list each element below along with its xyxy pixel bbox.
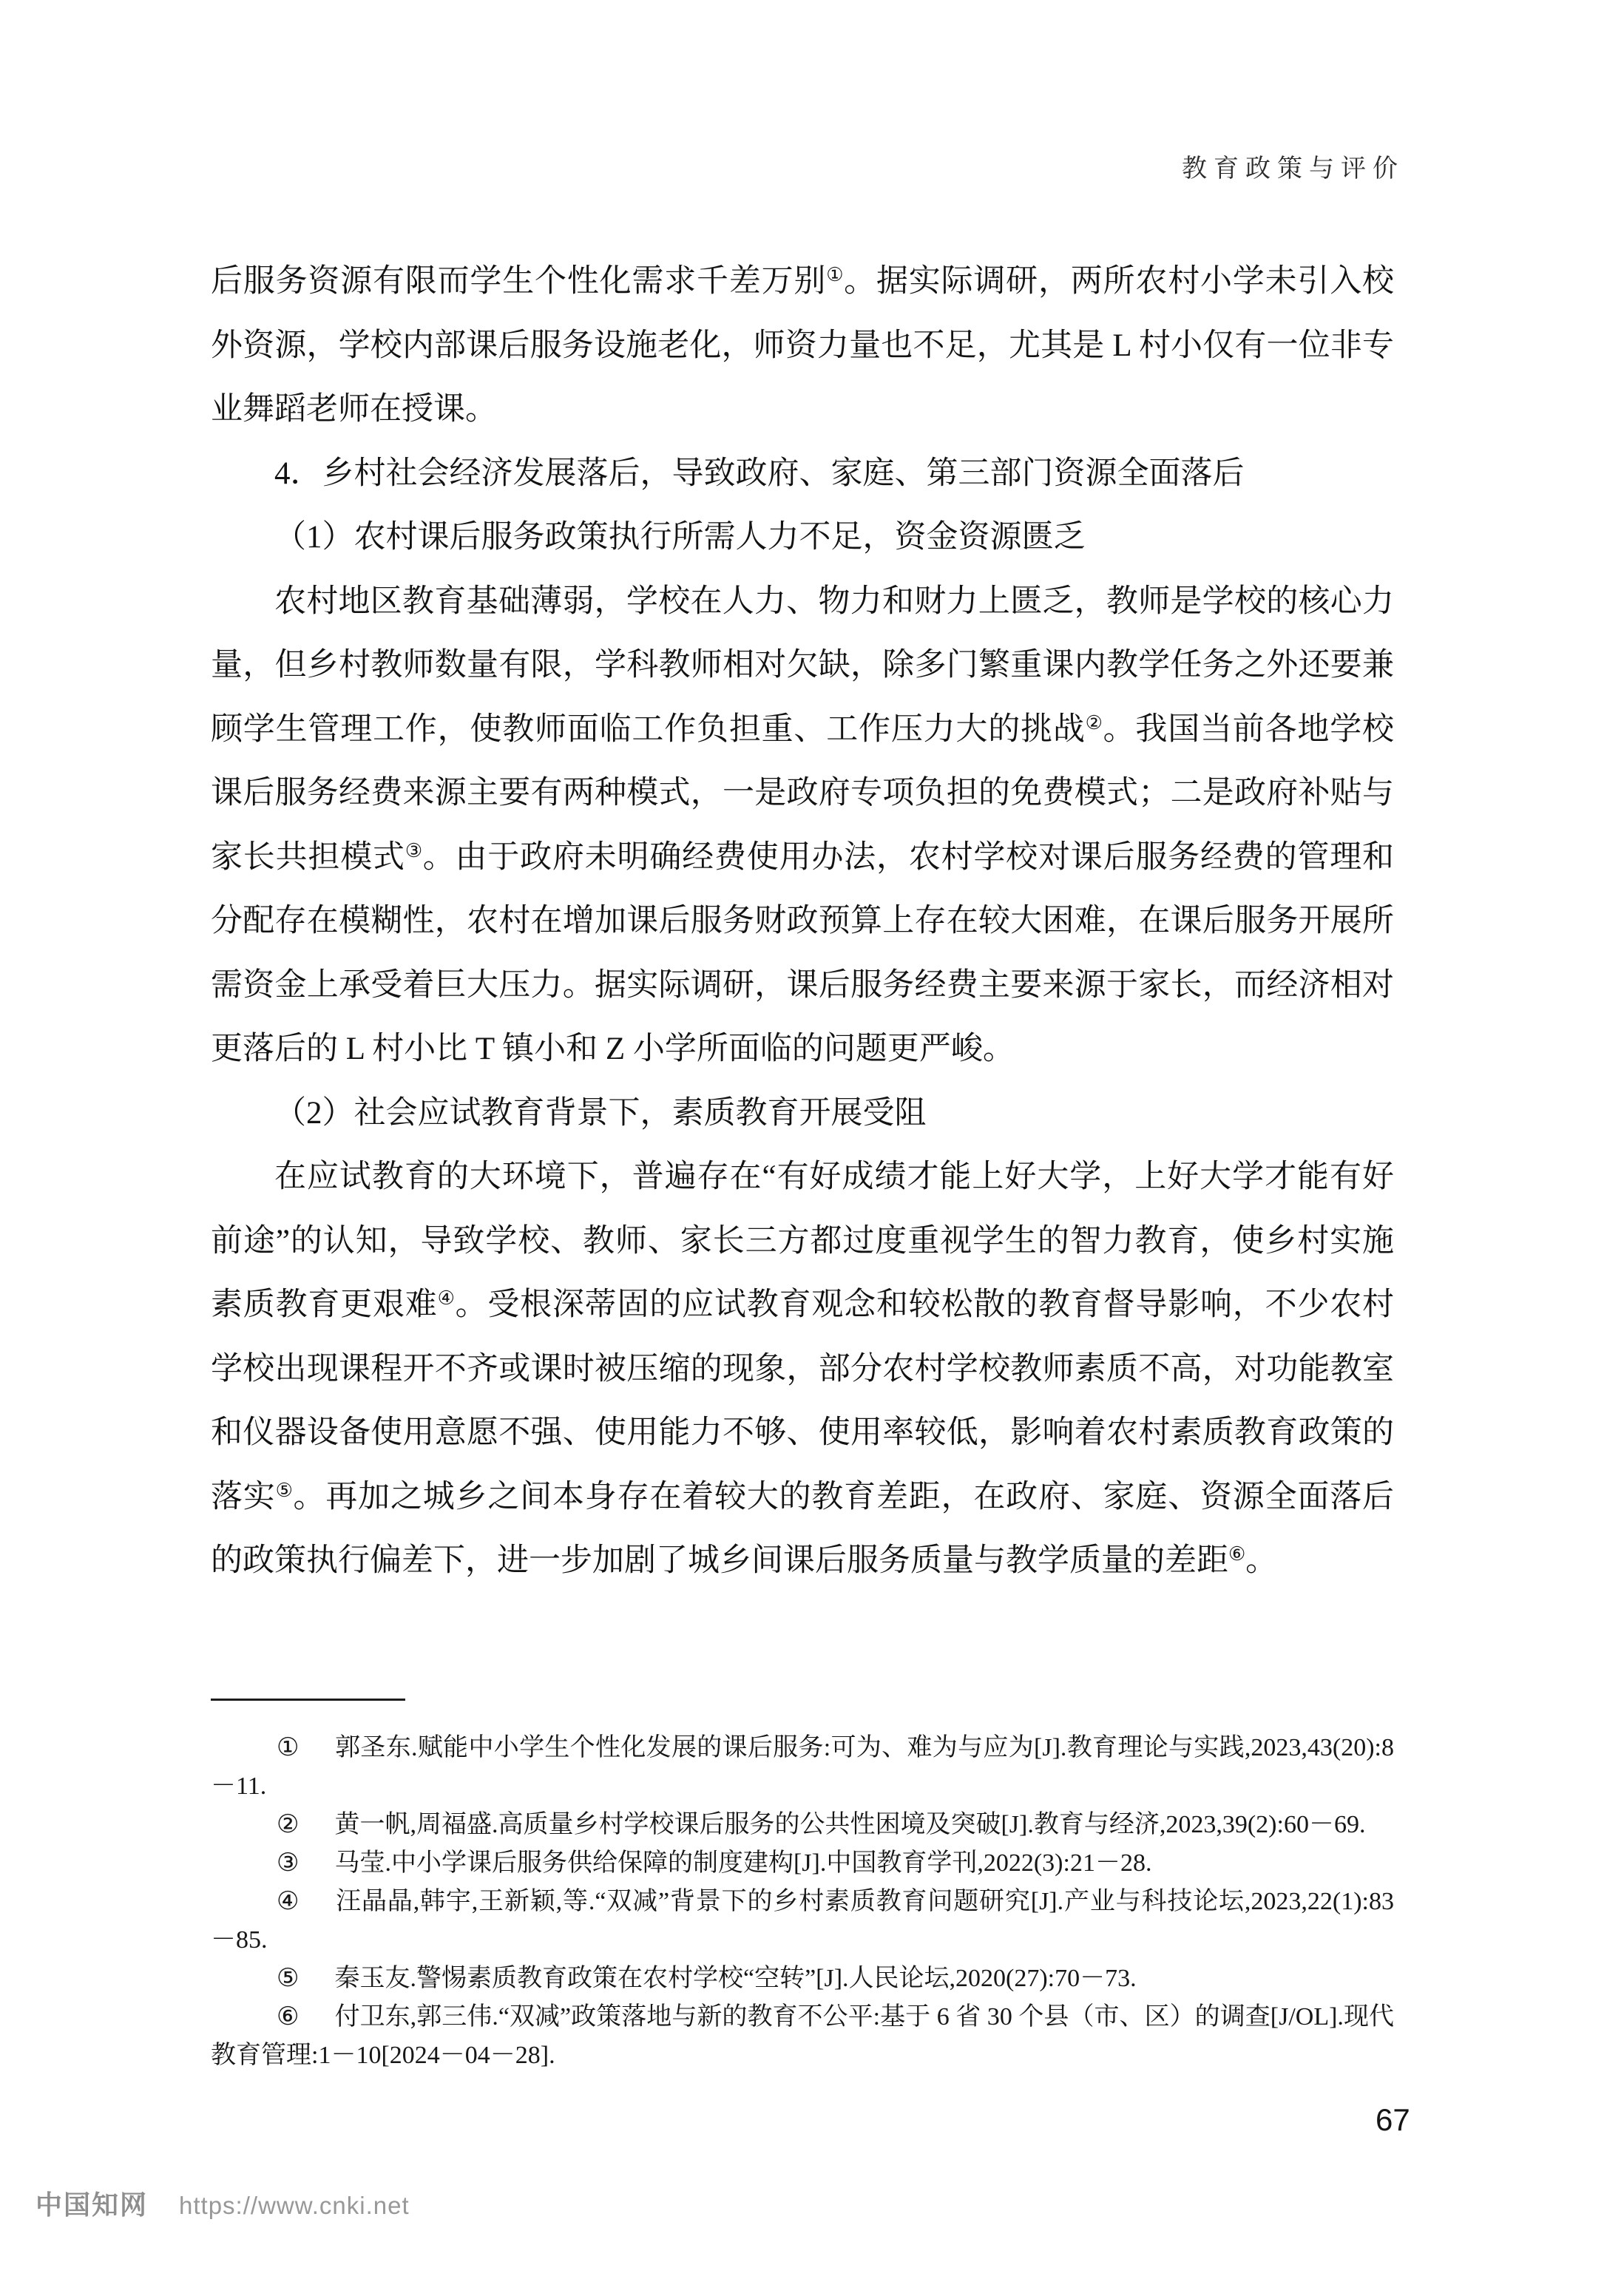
cnki-logo: 中国知网 — [35, 2190, 149, 2220]
body-paragraph: 在应试教育的大环境下，普遍存在“有好成绩才能上好大学，上好大学才能有好前途”的认知，导致学校、教师、家长三方都过度重视学生的智力教育，使乡村实施素质教育更艰难④。受根深蒂固的应试教育观念和较松散的教育督导影响，不少农村学校出现课程开不齐或课时被压缩的现象，部分农村学校教师素质不高，对功能教室和仪器设备使用意愿不强、使用能力不够、使用率较低，影响着农村素质教育政策的落实⑤。再加之城乡之间本身存在着较大的教育差距，在政府、家庭、资源全面落后的政策执行偏差下，进一步加剧了城乡间课后服务质量与教学质量的差距⑥。 — [211, 1159, 1395, 1578]
subsection-heading-1: （1）农村课后服务政策执行所需人力不足，资金资源匮乏 — [274, 520, 1086, 555]
footnote-marker: ⑤ — [277, 1965, 300, 1992]
page-number: 67 — [1376, 2102, 1410, 2137]
body-paragraph: 农村地区教育基础薄弱，学校在人力、物力和财力上匮乏，教师是学校的核心力量，但乡村教师数量有限，学科教师相对欠缺，除多门繁重课内教学任务之外还要兼顾学生管理工作，使教师面临工作负担重、工作压力大的挑战②。我国当前各地学校课后服务经费来源主要有两种模式，一是政府专项负担的免费模式；二是政府补贴与家长共担模式③。由于政府未明确经费使用办法，农村学校对课后服务经费的管理和分配存在模糊性，农村在增加课后服务财政预算上存在较大困难，在课后服务开展所需资金上承受着巨大压力。据实际调研，课后服务经费主要来源于家长，而经济相对更落后的 L 村小比 T 镇小和 Z 小学所面临的问题更严峻。 — [211, 583, 1395, 1066]
body-paragraph-continuation: 后服务资源有限而学生个性化需求千差万别①。据实际调研，两所农村小学未引入校外资源，学校内部课后服务设施老化，师资力量也不足，尤其是 L 村小仅有一位非专业舞蹈老师在授课。 — [211, 263, 1394, 427]
footnote-text: 付卫东,郭三伟.“双减”政策落地与新的教育不公平:基于 6 省 30 个县（市、区）的调查[J/OL].现代教育管理:1－10[2024－04－28]. — [211, 2003, 1394, 2069]
footnote-item — [211, 1729, 1394, 1806]
body-text-block — [211, 250, 1394, 1594]
running-head-section-title: 教育政策与评价 — [1182, 155, 1404, 183]
subsection-heading-2: （2）社会应试教育背景下，素质教育开展受阻 — [274, 1095, 927, 1131]
cnki-url: https://www.cnki.net — [179, 2192, 410, 2219]
footnote-text: 郭圣东.赋能中小学生个性化发展的课后服务:可为、难为与应为[J].教育理论与实践,2023,43(20):8－11. — [211, 1734, 1394, 1800]
footnote-marker: ③ — [277, 1849, 300, 1877]
footnote-item — [211, 1806, 1394, 1844]
footnote-item — [211, 1998, 1394, 2075]
footnote-text: 秦玉友.警惕素质教育政策在农村学校“空转”[J].人民论坛,2020(27):70－73. — [334, 1965, 1137, 1992]
footnote-marker: ② — [277, 1811, 300, 1838]
footnote-item — [211, 1960, 1394, 1998]
footnote-block — [211, 1729, 1394, 2075]
footnote-item — [211, 1883, 1394, 1960]
footnote-separator — [211, 1699, 405, 1701]
footnote-text: 汪晶晶,韩宇,王新颖,等.“双减”背景下的乡村素质教育问题研究[J].产业与科技论坛,2023,22(1):83－85. — [211, 1888, 1394, 1954]
cnki-watermark — [35, 2184, 410, 2222]
footnote-text: 马莹.中小学课后服务供给保障的制度建构[J].中国教育学刊,2022(3):21－28. — [334, 1849, 1152, 1877]
footnote-marker: ① — [277, 1734, 300, 1761]
footnote-text: 黄一帆,周福盛.高质量乡村学校课后服务的公共性困境及突破[J].教育与经济,2023,39(2):60－69. — [334, 1811, 1366, 1838]
section-heading: 4．乡村社会经济发展落后，导致政府、家庭、第三部门资源全面落后 — [274, 456, 1245, 491]
footnote-marker: ④ — [277, 1888, 300, 1915]
footnote-item — [211, 1844, 1394, 1883]
footnote-marker: ⑥ — [277, 2003, 300, 2031]
